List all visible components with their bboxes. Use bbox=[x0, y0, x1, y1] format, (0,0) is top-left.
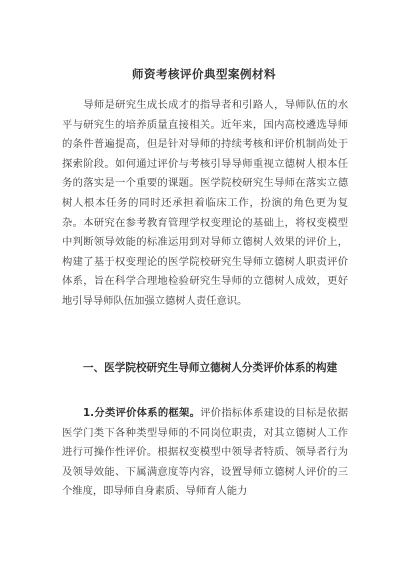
intro-paragraph-text: 导师是研究生成长成才的指导者和引路人，导师队伍的水平与研究生的培养质量直接相关。近年来，国内高校遴选导师的条件普遍提高，但是针对导师的持续考核和评价机制尚处于探索阶段。如何通过评价与考核引导导师重视立德树人根本任务的落实是一个重要的课题。医学院校研究生导师在落实立德树人根本任务的同时还承担着临床工作，扮演的角色更为复杂。本研究在参考教育管理学权变理论的基础上，将权变模型中判断领导效能的标准运用到对导师立德树人效果的评价上，构建了基于权变理论的医学院校研究生导师立德树人职责评价体系，旨在科学合理地检验研究生导师的立德树人成效，更好地引导导师队伍加强立德树人责任意识。 bbox=[62, 99, 348, 307]
section-heading bbox=[62, 357, 348, 379]
document-title: 师资考核评价典型案例材料 bbox=[132, 67, 276, 81]
section-heading-text: 一、医学院校研究生导师立德树人分类评价体系的构建 bbox=[83, 362, 338, 374]
framework-paragraph-text: 评价指标体系建设的目标是依据医学门类下各种类型导师的不同岗位职责，对其立德树人工作进行可操作性评价。根据权变模型中领导者特质、领导者行为及领导效能、下属满意度等内容，设置导师立德树人评价的三个维度，即导师自身素质、导师育人能力 bbox=[62, 407, 349, 498]
subsection-lead: 1.分类评价体系的框架。 bbox=[83, 407, 201, 419]
intro-paragraph bbox=[62, 96, 348, 312]
framework-paragraph bbox=[62, 404, 348, 502]
